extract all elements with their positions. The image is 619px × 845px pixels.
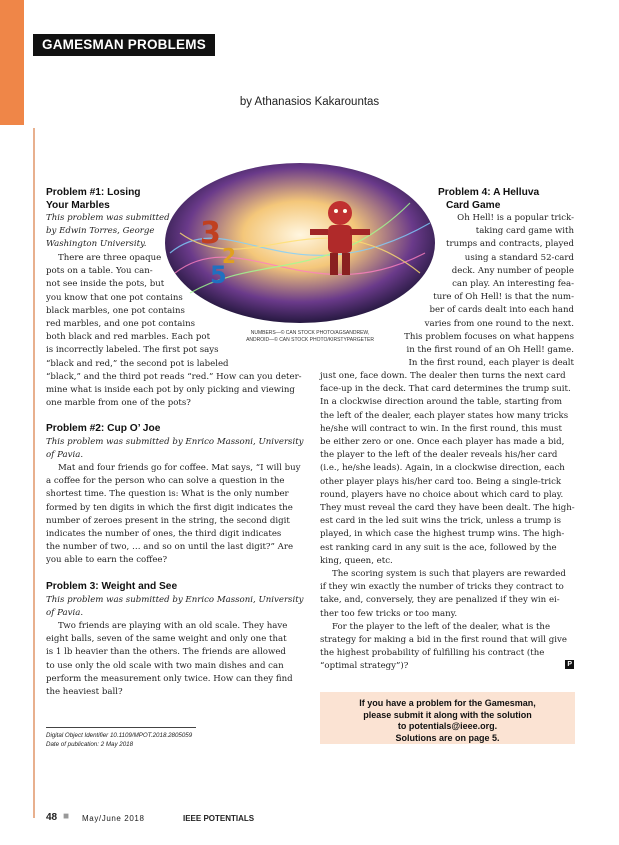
footer-separator: ■: [63, 811, 70, 822]
submission-callout: If you have a problem for the Gamesman, please submit it along with the solution to potentials@ieee.org. Solutions are on page 5.: [320, 692, 575, 744]
magazine-name: IEEE POTENTIALS: [183, 814, 255, 823]
column-rule: [33, 128, 35, 818]
problem-3-submitted: This problem was submitted by Enrico Massoni, University of Pavia.: [46, 595, 304, 619]
byline: by Athanasios Kakarountas: [239, 96, 380, 108]
end-mark-icon: P: [567, 661, 572, 669]
page-number: 48: [46, 812, 58, 823]
section-label: GAMESMAN PROBLEMS: [33, 34, 215, 56]
problem-4-title: Problem 4: A Helluva Card Game: [438, 187, 540, 211]
image-credit: NUMBERS—© CAN STOCK PHOTO/AGSANDREW, ANDROID—© CAN STOCK PHOTO/KIRSTYPARGETER: [246, 330, 374, 343]
problem-4-intro: Oh Hell! is a popular trick- taking card game with trumps and contracts, played using a standard 52-card deck. Any number of people can play. An interesting fea- ture of Oh Hell! is that the num- ber of cards dealt into each hand varies from one round to the next. This problem focuses on what happens in the first round of an Oh Hell! game. In the first round, each player is dealt: [404, 213, 574, 369]
svg-text:3: 3: [200, 216, 221, 251]
svg-text:2: 2: [222, 244, 236, 268]
footnote: Digital Object Identifier 10.1109/MPOT.2018.2805059 Date of publication: 2 May 2018: [46, 732, 193, 748]
problem-4-body: just one, face down. The dealer then turns the next card face-up in the deck. That card determines the trump suit. In a clockwise direction around the table, starting from the left of the dealer, each player states how many tricks he/she will contract to win. In the first round, this must be either zero or one. Once each player has made a bid, the player to the left of the dealer reveals his/her card (i.e., he/she leads). Again, in a clockwise direction, each other player plays his/her card too. Being a single-trick round, players have no choice about which card to play. They must reveal the card they have been dealt. The high- est card in the led suit wins the trick, unless a trump is played, in which case the highest trump wins. The high- est ranking card in any suit is the ace, followed by the king, queen, etc. The scoring system is such that players are rewarded if they win exactly the number of tricks they contract to take, and, conversely, they are penalized if they win ei- ther too few tricks or too many. For the player to the left of the dealer, what is the strategy for making a bid in the first round that will give the highest probability of fulfilling his contract (the “optimal strategy”)? P: [320, 371, 575, 672]
problem-2-body: Mat and four friends go for coffee. Mat says, “I will buy a coffee for the person who can solve a question in the shortest time. The question is: What is the only number formed by ten digits in which the first digit indicates the number of zeroes present in the string, the second digit indicates the number of ones, the third digit indicates the number of two, … and so on until the last digit?” Are you able to earn the coffee?: [46, 463, 301, 566]
problem-1-submitted: This problem was submitted by Edwin Torres, George Washington University.: [46, 213, 170, 250]
problem-1-title: Problem #1: Losing Your Marbles: [46, 187, 141, 211]
problem-2-submitted: This problem was submitted by Enrico Massoni, University of Pavia.: [46, 437, 304, 461]
footnote-rule: [46, 727, 196, 728]
svg-text:5: 5: [210, 261, 227, 289]
problem-2-title: Problem #2: Cup O’ Joe: [46, 423, 161, 434]
issue-date: May/June 2018: [82, 814, 145, 823]
problem-1-body: There are three opaque pots on a table. You can- not see inside the pots, but you know that one pot contains black marbles, one pot contains red marbles, and one pot contains both black and red marbles. Each pot is incorrectly labeled. The first pot says “black and red,” the second pot is labeled “black,” and the third pot reads “red.” How can you deter- mine what is inside each pot by only picking and viewing one marble from one of the pots?: [46, 253, 302, 409]
problem-3-title: Problem 3: Weight and See: [46, 581, 178, 592]
problem-3-body: Two friends are playing with an old scale. They have eight balls, seven of the same weight and only one that is 1 lb heavier than the others. The friends are allowed to use only the old scale with two main dishes and can perform the measurement only twice. How can they find the heaviest ball?: [46, 621, 293, 698]
